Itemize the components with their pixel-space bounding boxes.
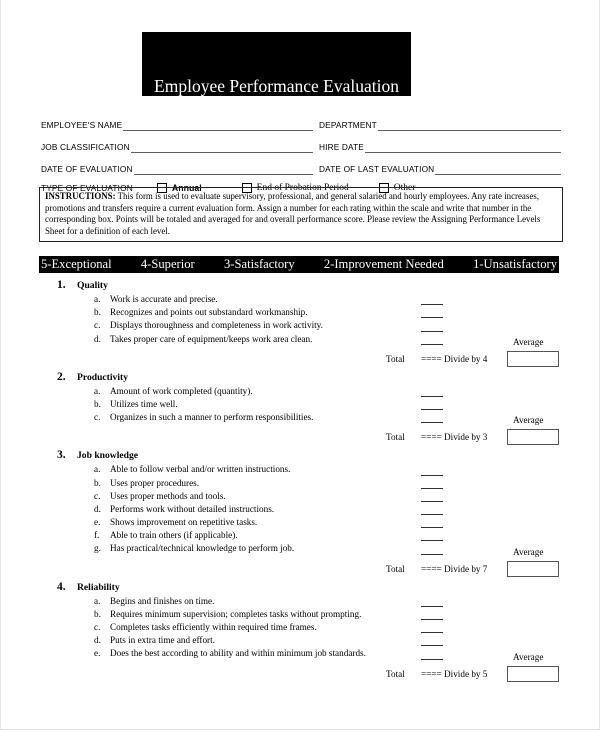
criterion-row: [1, 478, 600, 491]
total-label: Total: [386, 432, 405, 443]
criterion-letter: a.: [94, 294, 101, 304]
rating-scale-item: 3-Satisfactory: [223, 257, 295, 271]
criterion-row: [1, 320, 600, 333]
section-heading: [1, 371, 600, 386]
criterion-row: [1, 412, 600, 425]
field-job-classification: [41, 142, 319, 153]
field-row: [41, 132, 561, 153]
criterion-row: [1, 530, 600, 543]
average-label: Average: [513, 651, 544, 662]
criterion-text: Recognizes and points out substandard workmanship.: [110, 307, 308, 318]
criterion-letter: g.: [94, 543, 101, 554]
criterion-letter: c.: [94, 490, 101, 501]
field-input[interactable]: [131, 143, 313, 153]
rating-scale-item: 2-Improvement Needed: [323, 257, 444, 271]
criterion-text: Organizes in such a manner to perform responsibilities.: [110, 412, 314, 423]
criterion-row: [1, 334, 600, 347]
field-input[interactable]: [134, 165, 313, 175]
field-department: [319, 120, 561, 131]
criterion-text: Able to follow verbal and/or written instructions.: [110, 464, 291, 475]
criterion-score-input[interactable]: [421, 644, 443, 646]
section-number: 1.: [57, 279, 66, 291]
criterion-text: Shows improvement on repetitive tasks.: [110, 517, 258, 528]
criterion-text: Able to train others (if applicable).: [110, 530, 238, 541]
section-total-row: [1, 347, 600, 371]
field-date-of-evaluation: [41, 164, 319, 175]
section-total-row: [1, 425, 600, 449]
average-label: Average: [513, 336, 544, 347]
divide-by-label: ==== Divide by 7: [421, 563, 488, 574]
criterion-text: Has practical/technical knowledge to perform job.: [110, 543, 295, 554]
form-title-banner: [142, 32, 411, 96]
criterion-score-input[interactable]: [421, 408, 443, 410]
criterion-letter: a.: [94, 464, 101, 475]
criterion-score-input[interactable]: [421, 553, 443, 555]
criterion-score-input[interactable]: [421, 605, 443, 607]
divide-by-label: ==== Divide by 5: [421, 668, 488, 679]
criterion-score-input[interactable]: [421, 303, 443, 305]
field-input[interactable]: [123, 121, 313, 131]
criterion-letter: d.: [94, 503, 101, 514]
rating-scale-bar: [39, 256, 559, 273]
criterion-letter: b.: [94, 477, 101, 488]
field-input[interactable]: [435, 165, 561, 175]
field-employee-s-name: [41, 120, 319, 131]
type-of-evaluation-label: TYPE OF EVALUATION: [41, 182, 133, 193]
criterion-letter: d.: [94, 333, 101, 344]
criterion-letter: a.: [94, 385, 101, 396]
checkbox-label: Other: [393, 182, 416, 193]
instructions-body: This form is used to evaluate supervisory, professional, and general salaried and hourly employees. Any rate increases, promotions and transfers require a current evaluation form. Assign a number for each rating within the scale and write that number in the corresponding box. Points will be totaled and averaged for and overall performance score. Please review the Assigning Performance Levels Sheet for a definition of each level.: [45, 191, 541, 236]
field-label: DATE OF EVALUATION: [41, 164, 133, 174]
criterion-row: [1, 464, 600, 477]
criterion-row: [1, 307, 600, 320]
section-productivity: [1, 371, 600, 450]
rating-scale-item: 5-Exceptional: [41, 257, 112, 271]
average-label: Average: [513, 415, 544, 426]
section-heading: [1, 279, 600, 294]
section-quality: [1, 279, 600, 371]
criterion-text: Performs work without detailed instructions.: [110, 503, 275, 514]
criterion-score-input[interactable]: [421, 395, 443, 397]
criterion-row: [1, 648, 600, 661]
average-score-box[interactable]: [507, 351, 559, 367]
average-label: Average: [513, 546, 544, 557]
criterion-score-input[interactable]: [421, 513, 443, 515]
instructions-box: [39, 187, 563, 242]
total-label: Total: [386, 563, 405, 574]
criterion-letter: d.: [94, 635, 101, 646]
criterion-letter: b.: [94, 398, 101, 409]
criterion-text: Begins and finishes on time.: [110, 595, 215, 606]
section-number: 2.: [57, 370, 66, 383]
criterion-score-input[interactable]: [421, 330, 443, 332]
divide-by-label: ==== Divide by 4: [421, 353, 488, 364]
criterion-score-input[interactable]: [421, 474, 443, 476]
criterion-row: [1, 491, 600, 504]
instructions-heading: INSTRUCTIONS:: [45, 191, 116, 201]
criterion-letter: c.: [94, 320, 101, 331]
criterion-text: Takes proper care of equipment/keeps work area clean.: [110, 333, 313, 344]
page-title: Employee Performance Evaluation: [154, 75, 399, 96]
divide-by-label: ==== Divide by 3: [421, 432, 488, 443]
rating-scale-item: 4-Superior: [140, 257, 195, 271]
section-title: Productivity: [77, 371, 128, 383]
criterion-score-input[interactable]: [421, 631, 443, 633]
criterion-row: [1, 399, 600, 412]
criterion-letter: c.: [94, 412, 101, 423]
criterion-letter: e.: [94, 517, 101, 528]
criterion-letter: a.: [94, 595, 101, 606]
criterion-text: Utilizes time well.: [110, 398, 178, 409]
criterion-text: Requires minimum supervision; completes tasks without prompting.: [110, 608, 362, 619]
criterion-row: [1, 504, 600, 517]
criterion-text: Uses proper procedures.: [110, 477, 200, 488]
criterion-letter: b.: [94, 608, 101, 619]
criterion-row: [1, 635, 600, 648]
average-score-box[interactable]: [507, 666, 559, 682]
criterion-letter: b.: [94, 307, 101, 318]
criterion-score-input[interactable]: [421, 487, 443, 489]
section-number: 3.: [57, 449, 66, 462]
field-label: DEPARTMENT: [319, 120, 377, 130]
section-number: 4.: [57, 580, 66, 593]
criterion-row: [1, 543, 600, 556]
criterion-text: Amount of work completed (quantity).: [110, 385, 253, 396]
total-label: Total: [386, 668, 405, 679]
criterion-score-input[interactable]: [421, 421, 443, 423]
criterion-text: Puts in extra time and effort.: [110, 635, 215, 646]
field-input[interactable]: [365, 143, 561, 153]
criterion-row: [1, 596, 600, 609]
section-job-knowledge: [1, 449, 600, 580]
criterion-score-input[interactable]: [421, 500, 443, 502]
average-score-box[interactable]: [507, 429, 559, 445]
criterion-letter: e.: [94, 648, 101, 659]
criterion-score-input[interactable]: [421, 618, 443, 620]
criterion-text: Uses proper methods and tools.: [110, 490, 226, 501]
field-row: [41, 154, 561, 175]
criterion-row: [1, 517, 600, 530]
field-label: DATE OF LAST EVALUATION: [319, 164, 435, 174]
section-title: Job knowledge: [77, 450, 139, 462]
criterion-text: Displays thoroughness and completeness in work activity.: [110, 320, 323, 331]
criterion-text: Work is accurate and precise.: [110, 294, 218, 304]
checkbox-label: End of Probation Period: [256, 182, 349, 193]
field-hire-date: [319, 142, 561, 153]
section-total-row: [1, 662, 600, 686]
criterion-score-input[interactable]: [421, 526, 443, 528]
criterion-row: [1, 622, 600, 635]
criterion-score-input[interactable]: [421, 343, 443, 345]
field-label: JOB CLASSIFICATION: [41, 142, 130, 152]
criterion-text: Completes tasks efficiently within required time frames.: [110, 622, 317, 632]
section-title: Reliability: [77, 581, 120, 593]
rating-scale-item: 1-Unsatisfactory: [473, 257, 557, 271]
criterion-score-input[interactable]: [421, 316, 443, 318]
checkbox-label: Annual: [171, 182, 202, 193]
section-reliability: [1, 581, 600, 686]
average-score-box[interactable]: [507, 561, 559, 577]
criterion-score-input[interactable]: [421, 539, 443, 541]
field-label: EMPLOYEE'S NAME: [41, 120, 123, 130]
header-fields: [41, 110, 561, 197]
criterion-letter: c.: [94, 622, 101, 632]
field-date-of-last-evaluation: [319, 164, 561, 175]
criterion-row: [1, 294, 600, 307]
criterion-row: [1, 609, 600, 622]
evaluation-sections: [1, 279, 600, 686]
criterion-letter: f.: [94, 530, 100, 541]
criterion-score-input[interactable]: [421, 658, 443, 660]
field-input[interactable]: [378, 121, 561, 131]
section-heading: [1, 449, 600, 464]
field-label: HIRE DATE: [319, 142, 364, 152]
section-heading: [1, 581, 600, 596]
criterion-row: [1, 386, 600, 399]
criterion-text: Does the best according to ability and within minimum job standards.: [110, 648, 366, 659]
section-total-row: [1, 557, 600, 581]
total-label: Total: [386, 353, 405, 364]
section-title: Quality: [77, 280, 108, 291]
field-row: [41, 110, 561, 131]
